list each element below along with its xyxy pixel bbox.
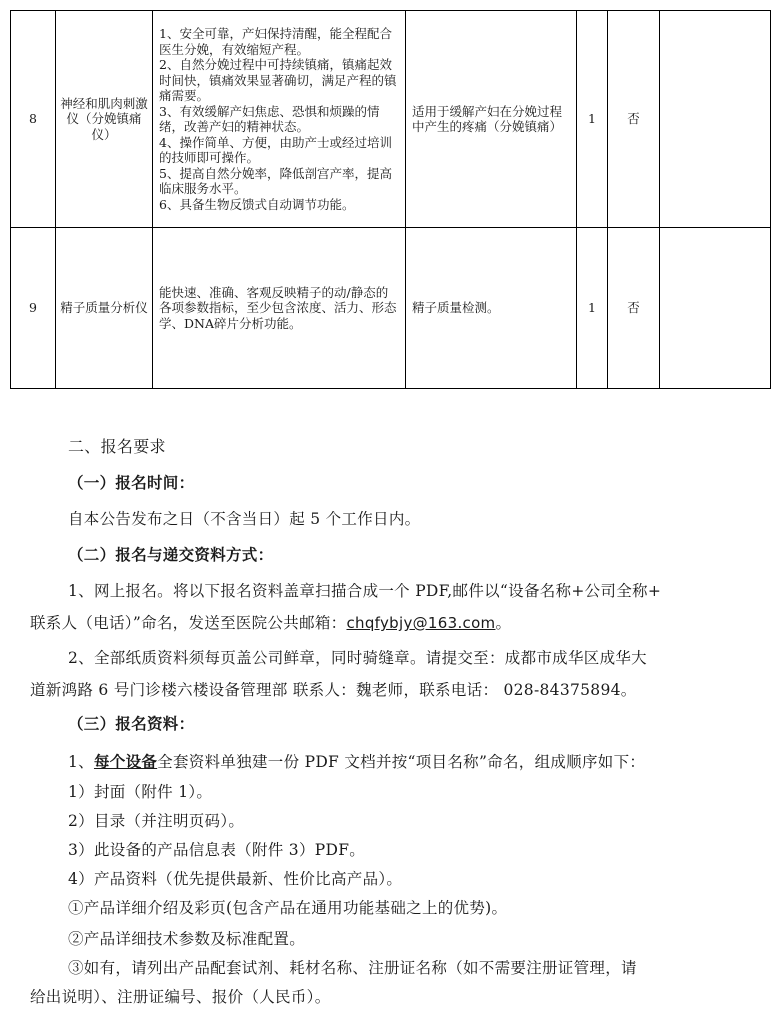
list-item: ②产品详细技术参数及标准配置。 <box>68 930 306 948</box>
list-item: ①产品详细介绍及彩页(包含产品在通用功能基础之上的优势)。 <box>68 899 508 917</box>
cell-name: 神经和肌肉刺激仪（分娩镇痛仪） <box>56 11 153 228</box>
subsection-title: （二）报名与递交资料方式： <box>68 546 274 564</box>
cell-usage: 适用于缓解产妇在分娩过程中产生的疼痛（分娩镇痛） <box>406 11 577 228</box>
paragraph: 2、全部纸质资料须每页盖公司鲜章，同时骑缝章。请提交至：成都市成华区成华大 <box>68 649 647 667</box>
param-line: 3、有效缓解产妇焦虑、恐惧和烦躁的情绪，改善产妇的精神状态。 <box>159 103 380 134</box>
cell-imported: 否 <box>608 228 660 389</box>
cell-name: 精子质量分析仪 <box>56 228 153 389</box>
paragraph-text: 联系人（电话）”命名，发送至医院公共邮箱： <box>30 614 347 632</box>
paragraph: 自本公告发布之日（不含当日）起 5 个工作日内。 <box>68 510 421 528</box>
param-line: 2、自然分娩过程中可持续镇痛，镇痛起效时间快，镇痛效果显著确切，满足产程的镇痛需要。 <box>159 57 397 103</box>
cell-remark <box>660 11 771 228</box>
cell-params <box>153 228 406 389</box>
param-line: 5、提高自然分娩率，降低剖宫产率，提高临床服务水平。 <box>159 165 392 196</box>
param-line: 1、安全可靠，产妇保持清醒，能全程配合医生分娩，有效缩短产程。 <box>159 26 392 57</box>
paragraph: 道新鸿路 6 号门诊楼六楼设备管理部 联系人：魏老师，联系电话： 028-84375894。 <box>30 681 637 699</box>
cell-imported: 否 <box>608 11 660 228</box>
section-heading: 二、报名要求 <box>68 437 166 456</box>
paragraph-text: 全套资料单独建一份 PDF 文档并按“项目名称”命名，组成顺序如下： <box>157 753 646 771</box>
subsection-title: （一）报名时间： <box>68 474 195 492</box>
email-link[interactable]: chqfybjy@163.com <box>346 614 496 632</box>
cell-remark <box>660 228 771 389</box>
cell-params <box>153 11 406 228</box>
equipment-table <box>10 10 771 389</box>
param-line: 4、操作简单、方便，由助产士或经过培训的技师即可操作。 <box>159 134 392 165</box>
cell-qty: 1 <box>577 228 608 389</box>
cell-usage: 精子质量检测。 <box>406 228 577 389</box>
table-row <box>11 228 771 389</box>
subsection-title: （三）报名资料： <box>68 715 195 733</box>
list-item: 3）此设备的产品信息表（附件 3）PDF。 <box>68 841 366 859</box>
table-row <box>11 11 771 228</box>
list-item: 2）目录（并注明页码）。 <box>68 812 245 830</box>
emphasis-text: 每个设备 <box>93 752 158 771</box>
paragraph <box>68 752 645 772</box>
paragraph-text: 。 <box>495 614 512 632</box>
list-item: 1）封面（附件 1）。 <box>68 783 213 801</box>
cell-qty: 1 <box>577 11 608 228</box>
paragraph: 给出说明）、注册证编号、报价（人民币）。 <box>30 988 331 1006</box>
cell-no: 9 <box>11 228 56 389</box>
param-line: 能快速、准确、客观反映精子的动/静态的各项参数指标，至少包含浓度、活力、形态学、DNA碎片分析功能。 <box>159 284 397 331</box>
list-item: 4）产品资料（优先提供最新、性价比高产品）。 <box>68 870 403 888</box>
paragraph <box>30 613 511 633</box>
paragraph: 1、网上报名。将以下报名资料盖章扫描合成一个 PDF,邮件以“设备名称+公司全称+ <box>68 582 662 600</box>
param-line: 6、具备生物反馈式自动调节功能。 <box>159 196 355 212</box>
paragraph: ③如有，请列出产品配套试剂、耗材名称、注册证名称（如不需要注册证管理，请 <box>68 959 637 977</box>
cell-no: 8 <box>11 11 56 228</box>
paragraph-text: 1、 <box>68 753 94 771</box>
